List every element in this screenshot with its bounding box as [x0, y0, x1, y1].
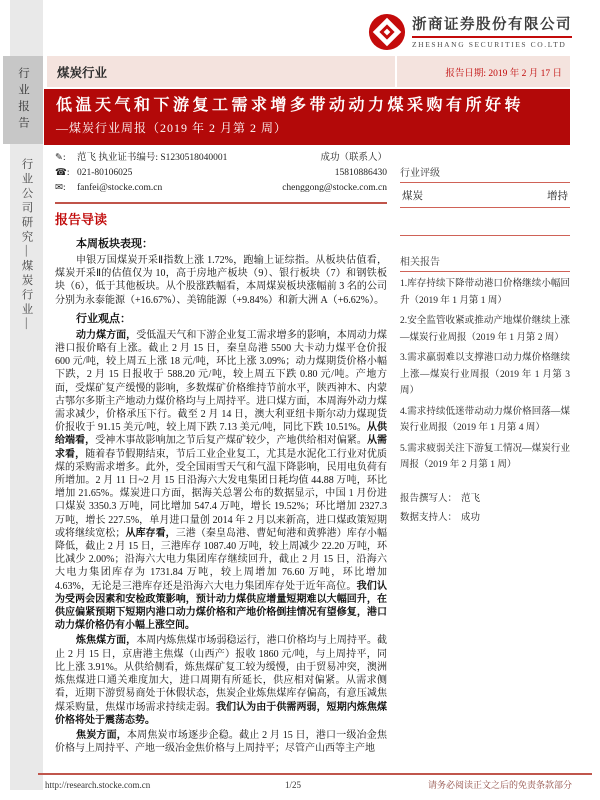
pen-icon: ✎: — [55, 153, 66, 163]
report-date: 报告日期: 2019 年 2 月 17 日 — [395, 56, 570, 87]
data-support-name: 成功 — [461, 512, 481, 523]
contact-block — [55, 151, 387, 204]
company-name-cn: 浙商证券股份有限公司 — [412, 13, 572, 38]
company-name-en: ZHESHANG SECURITIES CO.LTD — [412, 40, 567, 49]
rating-row-empty — [400, 208, 570, 236]
section-heading-industry-view: 行业观点： — [76, 312, 131, 325]
page-number: 1/25 — [284, 779, 301, 790]
related-report-item: 3.需求羸弱难以支撑港口动力煤价格继续上涨—煤炭行业周报（2019 年 1 月第 3 周） — [400, 353, 570, 396]
lead-title: 报告导读 — [55, 212, 108, 227]
rating-title: 行业评级 — [400, 164, 570, 183]
related-reports-title: 相关报告 — [400, 253, 570, 272]
analyst-email[interactable]: fanfei@stocke.com.cn — [77, 183, 163, 193]
right-sidebar — [400, 164, 570, 528]
research-site-url[interactable]: http://research.stocke.com.cn — [45, 779, 151, 790]
contact-person: 成功（联系人） — [320, 153, 387, 163]
data-support-row — [400, 509, 570, 528]
related-report-item: 1.库存持续下降带动港口价格继续小幅回升（2019 年 1 月第 1 周） — [400, 279, 570, 306]
analyst-phone: 021-80106025 — [77, 168, 133, 178]
related-report-item: 2.安全监管收紧或推动产地煤价继续上涨—煤炭行业周报（2019 年 1 月第 2 周） — [400, 316, 570, 343]
data-support-label: 数据支持人： — [400, 512, 458, 523]
related-report-item: 5.需求疲弱关注下游复工情况—煤炭行业周报（2019 年 2 月第 1 周） — [400, 443, 570, 470]
brand-text — [412, 13, 572, 49]
paragraph-coking-coal: 炼焦煤方面，本周内炼焦煤市场弱稳运行，港口价格均与上周持平。截止 2 月 15 日，京唐港主焦煤（山西产）报收 1860 元/吨，与上周持平，同比上涨 3.91%。从供给侧看，炼焦煤矿复工较为缓慢，由于贸易冲突，澳洲炼焦煤进口通关难度加大，进口周期有所延长，供应相对偏紧。从需求侧看，近期下游贸易商处于休假状态，焦炭企业炼焦煤库存偏高，有意压减焦煤采购量，焦煤市场需求持续走弱。我们认为由于供需两弱，短期内炼焦煤价格将处于震荡态势。 — [55, 635, 387, 726]
zheshang-logo-icon — [368, 13, 406, 51]
industry-label: 煤炭行业 — [57, 65, 108, 80]
side-tab-category — [10, 158, 43, 332]
contact-email[interactable]: chenggong@stocke.com.cn — [282, 183, 387, 193]
side-tab-category-label: 行业公司研究—煤炭行业— — [20, 158, 33, 332]
contact-row-phone — [55, 166, 387, 181]
report-subtitle: —煤炭行业周报（2019 年 2 月第 2 周） — [56, 121, 288, 135]
mail-icon: ✉: — [55, 183, 66, 193]
title-banner — [44, 89, 570, 145]
contact-phone: 15810886430 — [334, 168, 387, 178]
industry-strip — [47, 56, 570, 87]
brand-header — [368, 13, 572, 51]
paragraph-week-performance: 申银万国煤炭开采Ⅱ指数上涨 1.72%，跑输上证综指。从板块估值看，煤炭开采Ⅱ的估值仅为 10，高于房地产板块（9）、银行板块（7）和钢铁板块（6），低于其他板块。从个股涨跌幅看，本周煤炭板块涨幅前 3 名的公司分别为永泰能源（+16.67%）、美锦能源（+9.84%）和新大洲 A（+6.62%）。 — [55, 255, 387, 306]
rating-industry: 煤炭 — [402, 191, 423, 202]
related-reports-section — [400, 253, 570, 474]
report-title: 低温天气和下游复工需求增多带动动力煤采购有所好转 — [56, 97, 525, 114]
side-tab-report-type — [3, 56, 43, 144]
related-report-item: 4.需求持续低迷带动动力煤价格回落—煤炭行业周报（2019 年 1 月第 4 周） — [400, 406, 570, 433]
rating-row — [400, 183, 570, 208]
report-credits — [400, 490, 570, 528]
writer-row — [400, 490, 570, 509]
section-heading-week-performance: 本周板块表现： — [76, 238, 153, 250]
paragraph-coke: 焦炭方面，本周焦炭市场逐步企稳。截止 2 月 15 日，港口一级冶金焦价格与上周持平、产地一级冶金焦价格与上周持平；尽管产山西等主产地 — [55, 729, 387, 755]
writer-name: 范飞 — [461, 493, 481, 504]
footer — [45, 778, 572, 791]
paragraph-thermal-coal: 动力煤方面，受低温天气和下游企业复工需求增多的影响，本周动力煤港口报价略有上涨。截止 2 月 15 日，秦皇岛港 5500 大卡动力煤平仓价报 600 元/吨，较上周五上涨 18 元/吨，环比上涨 3.09%；动力煤期货价格小幅下跌，2 月 15 日报收于 588.20 元/吨，较上周五下跌 0.80 元/吨。产地方面，受煤矿复产缓慢的影响，多数煤矿价格维持节前水平，陕西神木、内蒙古鄂尔多斯主产地动力煤价格均与上周持平。进口煤方面，本周海外动力煤需求减少，价格承压下行。截至 2 月 14 日，澳大利亚纽卡斯尔动力煤现货价报收于 91.15 美元/吨，较上周下跌 7.13 美元/吨，同比下跌 10.51%。从供给端看，受神木事故影响加之节后复产煤矿较少，产地供给相对偏紧。从需求看，随着春节假期结束，节后工业企业复工，尤其是水泥化工行业对优质煤的采购需求增多。此外，受全国雨雪天气和气温下降影响，民用电负荷有所增加。2 月 11 日~2 月 15 日沿海六大发电集团日耗均值 44.88 万吨，环比增加 21.65%。煤炭进口方面，据海关总署公布的数据显示，中国 1 月份进口煤炭 3350.3 万吨，同比增加 547.4 万吨，增长 19.52%；环比增加 2327.3 万吨，增长 227.5%，单月进口量创 2014 年 2 月以来新高，进口煤政策短期或将继续宽松；从库存看，三港（秦皇岛港、曹妃甸港和黄骅港）库存小幅降低，截止 2 月 15 日，三港库存 1087.40 万吨，较上周减少 22.20 万吨，环比减少 2.00%；沿海六大电力集团库存继续回升，截止 2 月 15 日，沿海六大电力集团库存为 1731.84 万吨，较上周增加 76.60 万吨，环比增加 4.63%，无论是三港库存还是沿海六大电力集团库存处于近年高位。我们认为受两会因素和安检政策影响，预计动力煤供应增量短期难以大幅回升，在供应偏紧预期下短期内港口动力煤价格和产地价格倒挂情况有望修复，港口动力煤价格仍有小幅上涨空间。 — [55, 329, 387, 632]
contact-row-email — [55, 181, 387, 196]
analyst-info: 范飞 执业证书编号: S1230518040001 — [77, 153, 228, 163]
rating-value: 增持 — [547, 191, 568, 202]
disclaimer-note: 请务必阅读正文之后的免责条款部分 — [427, 780, 572, 790]
writer-label: 报告撰写人： — [400, 493, 458, 504]
phone-icon: ☎: — [55, 168, 70, 178]
footer-rule — [38, 773, 592, 775]
report-body — [55, 209, 387, 762]
contact-row-analyst — [55, 151, 387, 166]
side-tab-report-type-label: 行业报告 — [17, 67, 29, 133]
